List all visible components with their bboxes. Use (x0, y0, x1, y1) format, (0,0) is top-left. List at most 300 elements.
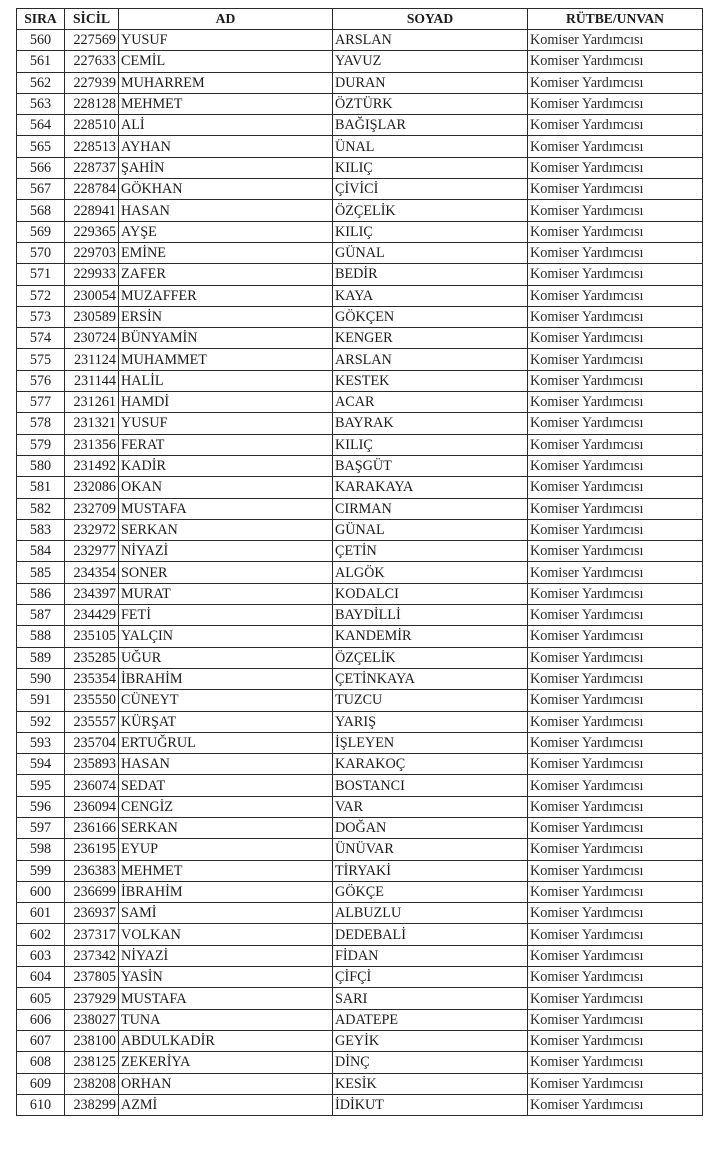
cell-ad: YASİN (119, 967, 333, 988)
cell-sira: 589 (17, 647, 65, 668)
cell-soyad: TUZCU (333, 690, 528, 711)
cell-sira: 572 (17, 285, 65, 306)
cell-rutbe-unvan: Komiser Yardımcısı (528, 349, 703, 370)
cell-sicil: 228941 (65, 200, 119, 221)
cell-sicil: 236074 (65, 775, 119, 796)
cell-ad: MUSTAFA (119, 498, 333, 519)
cell-sira: 608 (17, 1052, 65, 1073)
cell-ad: FERAT (119, 434, 333, 455)
cell-soyad: ÜNAL (333, 136, 528, 157)
cell-rutbe-unvan: Komiser Yardımcısı (528, 51, 703, 72)
cell-soyad: SARI (333, 988, 528, 1009)
cell-sira: 610 (17, 1094, 65, 1115)
cell-soyad: FİDAN (333, 945, 528, 966)
cell-rutbe-unvan: Komiser Yardımcısı (528, 285, 703, 306)
cell-sicil: 232709 (65, 498, 119, 519)
cell-rutbe-unvan: Komiser Yardımcısı (528, 945, 703, 966)
cell-sira: 597 (17, 817, 65, 838)
cell-sicil: 234397 (65, 583, 119, 604)
cell-soyad: VAR (333, 796, 528, 817)
cell-soyad: DEDEBALİ (333, 924, 528, 945)
cell-sicil: 232977 (65, 541, 119, 562)
cell-sicil: 230724 (65, 328, 119, 349)
cell-sira: 579 (17, 434, 65, 455)
cell-ad: OKAN (119, 477, 333, 498)
cell-ad: CÜNEYT (119, 690, 333, 711)
cell-sira: 573 (17, 306, 65, 327)
cell-rutbe-unvan: Komiser Yardımcısı (528, 1052, 703, 1073)
table-row (17, 349, 703, 370)
cell-soyad: YAVUZ (333, 51, 528, 72)
cell-ad: İBRAHİM (119, 881, 333, 902)
table-row (17, 860, 703, 881)
cell-soyad: ÇİFÇİ (333, 967, 528, 988)
cell-ad: HAMDİ (119, 392, 333, 413)
cell-sicil: 231144 (65, 370, 119, 391)
cell-soyad: İDİKUT (333, 1094, 528, 1115)
cell-sicil: 231124 (65, 349, 119, 370)
table-row (17, 562, 703, 583)
table-row (17, 732, 703, 753)
cell-ad: HASAN (119, 754, 333, 775)
cell-sira: 586 (17, 583, 65, 604)
table-row (17, 903, 703, 924)
cell-sira: 590 (17, 668, 65, 689)
cell-sira: 609 (17, 1073, 65, 1094)
cell-soyad: KARAKOÇ (333, 754, 528, 775)
cell-sicil: 231492 (65, 455, 119, 476)
cell-sira: 605 (17, 988, 65, 1009)
cell-sira: 592 (17, 711, 65, 732)
cell-sicil: 231321 (65, 413, 119, 434)
cell-soyad: BAYRAK (333, 413, 528, 434)
cell-soyad: KAYA (333, 285, 528, 306)
table-row (17, 328, 703, 349)
cell-soyad: BAŞGÜT (333, 455, 528, 476)
cell-rutbe-unvan: Komiser Yardımcısı (528, 370, 703, 391)
cell-sira: 561 (17, 51, 65, 72)
table-row (17, 221, 703, 242)
cell-rutbe-unvan: Komiser Yardımcısı (528, 711, 703, 732)
cell-sira: 591 (17, 690, 65, 711)
cell-ad: FETİ (119, 605, 333, 626)
cell-soyad: CIRMAN (333, 498, 528, 519)
cell-soyad: ÇETİN (333, 541, 528, 562)
cell-rutbe-unvan: Komiser Yardımcısı (528, 221, 703, 242)
table-header (17, 9, 703, 30)
cell-sira: 583 (17, 519, 65, 540)
table-row (17, 967, 703, 988)
cell-ad: MUHARREM (119, 72, 333, 93)
cell-soyad: TİRYAKİ (333, 860, 528, 881)
table-row (17, 136, 703, 157)
cell-sicil: 236699 (65, 881, 119, 902)
cell-sira: 570 (17, 242, 65, 263)
cell-sicil: 235105 (65, 626, 119, 647)
cell-sicil: 232972 (65, 519, 119, 540)
cell-rutbe-unvan: Komiser Yardımcısı (528, 647, 703, 668)
cell-soyad: BAYDİLLİ (333, 605, 528, 626)
cell-sicil: 236195 (65, 839, 119, 860)
cell-sira: 595 (17, 775, 65, 796)
cell-ad: YUSUF (119, 30, 333, 51)
table-row (17, 434, 703, 455)
cell-ad: MEHMET (119, 93, 333, 114)
cell-soyad: ÜNÜVAR (333, 839, 528, 860)
table-row (17, 817, 703, 838)
table-row (17, 93, 703, 114)
cell-sicil: 231261 (65, 392, 119, 413)
table-row (17, 242, 703, 263)
cell-soyad: DİNÇ (333, 1052, 528, 1073)
cell-ad: NİYAZİ (119, 945, 333, 966)
table-row (17, 626, 703, 647)
table-row (17, 775, 703, 796)
cell-sicil: 228784 (65, 179, 119, 200)
cell-rutbe-unvan: Komiser Yardımcısı (528, 434, 703, 455)
table-row (17, 711, 703, 732)
cell-ad: SEDAT (119, 775, 333, 796)
cell-rutbe-unvan: Komiser Yardımcısı (528, 115, 703, 136)
cell-soyad: ÖZÇELİK (333, 200, 528, 221)
cell-sicil: 237805 (65, 967, 119, 988)
cell-rutbe-unvan: Komiser Yardımcısı (528, 519, 703, 540)
cell-soyad: DOĞAN (333, 817, 528, 838)
table-row (17, 157, 703, 178)
cell-rutbe-unvan: Komiser Yardımcısı (528, 200, 703, 221)
cell-sicil: 235704 (65, 732, 119, 753)
cell-rutbe-unvan: Komiser Yardımcısı (528, 93, 703, 114)
cell-sicil: 230054 (65, 285, 119, 306)
cell-sicil: 238299 (65, 1094, 119, 1115)
cell-sira: 576 (17, 370, 65, 391)
cell-soyad: ÖZTÜRK (333, 93, 528, 114)
cell-sira: 593 (17, 732, 65, 753)
cell-rutbe-unvan: Komiser Yardımcısı (528, 881, 703, 902)
table-row (17, 881, 703, 902)
cell-sira: 601 (17, 903, 65, 924)
cell-sira: 588 (17, 626, 65, 647)
cell-sira: 575 (17, 349, 65, 370)
cell-rutbe-unvan: Komiser Yardımcısı (528, 817, 703, 838)
cell-sira: 599 (17, 860, 65, 881)
table-row (17, 839, 703, 860)
cell-sicil: 236937 (65, 903, 119, 924)
table-row (17, 115, 703, 136)
cell-rutbe-unvan: Komiser Yardımcısı (528, 541, 703, 562)
cell-rutbe-unvan: Komiser Yardımcısı (528, 562, 703, 583)
cell-ad: SAMİ (119, 903, 333, 924)
cell-rutbe-unvan: Komiser Yardımcısı (528, 583, 703, 604)
cell-ad: AYŞE (119, 221, 333, 242)
cell-sicil: 236383 (65, 860, 119, 881)
cell-soyad: GÖKÇE (333, 881, 528, 902)
cell-rutbe-unvan: Komiser Yardımcısı (528, 1009, 703, 1030)
cell-sicil: 228513 (65, 136, 119, 157)
table-row (17, 583, 703, 604)
cell-rutbe-unvan: Komiser Yardımcısı (528, 924, 703, 945)
cell-soyad: GÜNAL (333, 519, 528, 540)
cell-sira: 569 (17, 221, 65, 242)
cell-sicil: 234354 (65, 562, 119, 583)
table-row (17, 605, 703, 626)
cell-sira: 560 (17, 30, 65, 51)
table-row (17, 455, 703, 476)
cell-soyad: ALBUZLU (333, 903, 528, 924)
cell-sira: 571 (17, 264, 65, 285)
cell-soyad: KILIÇ (333, 221, 528, 242)
cell-ad: ERTUĞRUL (119, 732, 333, 753)
cell-ad: ORHAN (119, 1073, 333, 1094)
cell-rutbe-unvan: Komiser Yardımcısı (528, 30, 703, 51)
cell-sira: 565 (17, 136, 65, 157)
cell-sira: 580 (17, 455, 65, 476)
cell-ad: HASAN (119, 200, 333, 221)
cell-soyad: KANDEMİR (333, 626, 528, 647)
cell-rutbe-unvan: Komiser Yardımcısı (528, 498, 703, 519)
table-row (17, 179, 703, 200)
table-row (17, 72, 703, 93)
table-row (17, 1030, 703, 1051)
cell-soyad: KILIÇ (333, 157, 528, 178)
cell-rutbe-unvan: Komiser Yardımcısı (528, 754, 703, 775)
cell-rutbe-unvan: Komiser Yardımcısı (528, 328, 703, 349)
cell-ad: NİYAZİ (119, 541, 333, 562)
table-row (17, 1094, 703, 1115)
table-row (17, 668, 703, 689)
cell-rutbe-unvan: Komiser Yardımcısı (528, 732, 703, 753)
cell-ad: ZEKERİYA (119, 1052, 333, 1073)
cell-ad: MURAT (119, 583, 333, 604)
cell-sira: 581 (17, 477, 65, 498)
cell-ad: ŞAHİN (119, 157, 333, 178)
cell-ad: MEHMET (119, 860, 333, 881)
cell-sira: 587 (17, 605, 65, 626)
cell-soyad: GÜNAL (333, 242, 528, 263)
cell-sicil: 236094 (65, 796, 119, 817)
table-body (17, 30, 703, 1116)
cell-sira: 602 (17, 924, 65, 945)
cell-ad: İBRAHİM (119, 668, 333, 689)
cell-ad: HALİL (119, 370, 333, 391)
table-row (17, 754, 703, 775)
cell-soyad: ACAR (333, 392, 528, 413)
cell-ad: VOLKAN (119, 924, 333, 945)
cell-rutbe-unvan: Komiser Yardımcısı (528, 988, 703, 1009)
header-row (17, 9, 703, 30)
cell-ad: MUZAFFER (119, 285, 333, 306)
table-row (17, 1052, 703, 1073)
cell-sicil: 227569 (65, 30, 119, 51)
cell-rutbe-unvan: Komiser Yardımcısı (528, 72, 703, 93)
header-soyad: SOYAD (333, 9, 528, 30)
cell-sira: 578 (17, 413, 65, 434)
cell-sira: 563 (17, 93, 65, 114)
cell-ad: CENGİZ (119, 796, 333, 817)
cell-sicil: 227633 (65, 51, 119, 72)
cell-soyad: GÖKÇEN (333, 306, 528, 327)
cell-sicil: 235550 (65, 690, 119, 711)
cell-ad: SERKAN (119, 519, 333, 540)
cell-sira: 600 (17, 881, 65, 902)
header-rutbe-unvan: RÜTBE/UNVAN (528, 9, 703, 30)
cell-rutbe-unvan: Komiser Yardımcısı (528, 626, 703, 647)
table-row (17, 988, 703, 1009)
cell-sicil: 231356 (65, 434, 119, 455)
cell-ad: AZMİ (119, 1094, 333, 1115)
cell-sicil: 228510 (65, 115, 119, 136)
cell-ad: YALÇIN (119, 626, 333, 647)
cell-sicil: 232086 (65, 477, 119, 498)
table-row (17, 370, 703, 391)
cell-sicil: 235893 (65, 754, 119, 775)
cell-sicil: 228128 (65, 93, 119, 114)
cell-soyad: BEDİR (333, 264, 528, 285)
cell-ad: SONER (119, 562, 333, 583)
cell-rutbe-unvan: Komiser Yardımcısı (528, 264, 703, 285)
cell-rutbe-unvan: Komiser Yardımcısı (528, 605, 703, 626)
cell-sira: 604 (17, 967, 65, 988)
cell-sicil: 227939 (65, 72, 119, 93)
cell-soyad: YARIŞ (333, 711, 528, 732)
cell-sicil: 234429 (65, 605, 119, 626)
cell-sira: 568 (17, 200, 65, 221)
cell-sicil: 229365 (65, 221, 119, 242)
cell-soyad: KENGER (333, 328, 528, 349)
cell-soyad: ARSLAN (333, 349, 528, 370)
cell-ad: CEMİL (119, 51, 333, 72)
cell-sira: 585 (17, 562, 65, 583)
cell-soyad: BOSTANCI (333, 775, 528, 796)
cell-soyad: ADATEPE (333, 1009, 528, 1030)
cell-soyad: KODALCI (333, 583, 528, 604)
cell-rutbe-unvan: Komiser Yardımcısı (528, 477, 703, 498)
cell-sira: 603 (17, 945, 65, 966)
cell-sira: 564 (17, 115, 65, 136)
table-row (17, 264, 703, 285)
cell-soyad: ALGÖK (333, 562, 528, 583)
cell-soyad: ÇETİNKAYA (333, 668, 528, 689)
cell-sicil: 229703 (65, 242, 119, 263)
cell-sira: 606 (17, 1009, 65, 1030)
cell-sicil: 237929 (65, 988, 119, 1009)
cell-sicil: 237342 (65, 945, 119, 966)
cell-sira: 596 (17, 796, 65, 817)
cell-ad: TUNA (119, 1009, 333, 1030)
cell-soyad: KESTEK (333, 370, 528, 391)
cell-ad: EYUP (119, 839, 333, 860)
cell-sicil: 235285 (65, 647, 119, 668)
cell-sira: 566 (17, 157, 65, 178)
cell-sicil: 238125 (65, 1052, 119, 1073)
cell-ad: BÜNYAMİN (119, 328, 333, 349)
cell-soyad: GEYİK (333, 1030, 528, 1051)
table-row (17, 690, 703, 711)
cell-soyad: İŞLEYEN (333, 732, 528, 753)
cell-ad: ALİ (119, 115, 333, 136)
cell-rutbe-unvan: Komiser Yardımcısı (528, 1030, 703, 1051)
cell-sicil: 235557 (65, 711, 119, 732)
table-row (17, 30, 703, 51)
table-row (17, 945, 703, 966)
cell-rutbe-unvan: Komiser Yardımcısı (528, 413, 703, 434)
table-row (17, 519, 703, 540)
cell-sira: 584 (17, 541, 65, 562)
table-row (17, 200, 703, 221)
table-row (17, 924, 703, 945)
cell-soyad: BAĞIŞLAR (333, 115, 528, 136)
cell-sicil: 235354 (65, 668, 119, 689)
cell-sira: 567 (17, 179, 65, 200)
cell-ad: MUHAMMET (119, 349, 333, 370)
table-row (17, 796, 703, 817)
table-row (17, 1009, 703, 1030)
cell-ad: EMİNE (119, 242, 333, 263)
cell-rutbe-unvan: Komiser Yardımcısı (528, 392, 703, 413)
cell-sicil: 238027 (65, 1009, 119, 1030)
table-row (17, 647, 703, 668)
cell-rutbe-unvan: Komiser Yardımcısı (528, 455, 703, 476)
cell-sicil: 228737 (65, 157, 119, 178)
table-row (17, 498, 703, 519)
cell-rutbe-unvan: Komiser Yardımcısı (528, 179, 703, 200)
cell-soyad: KARAKAYA (333, 477, 528, 498)
cell-sira: 562 (17, 72, 65, 93)
cell-soyad: ARSLAN (333, 30, 528, 51)
header-sira: SIRA (17, 9, 65, 30)
cell-rutbe-unvan: Komiser Yardımcısı (528, 136, 703, 157)
cell-ad: KADİR (119, 455, 333, 476)
cell-sicil: 237317 (65, 924, 119, 945)
cell-rutbe-unvan: Komiser Yardımcısı (528, 306, 703, 327)
cell-sira: 594 (17, 754, 65, 775)
cell-ad: ABDULKADİR (119, 1030, 333, 1051)
cell-soyad: DURAN (333, 72, 528, 93)
header-ad: AD (119, 9, 333, 30)
table-row (17, 413, 703, 434)
table-row (17, 541, 703, 562)
cell-sira: 598 (17, 839, 65, 860)
cell-sicil: 229933 (65, 264, 119, 285)
cell-soyad: ÖZÇELİK (333, 647, 528, 668)
cell-ad: ZAFER (119, 264, 333, 285)
table-row (17, 51, 703, 72)
cell-ad: KÜRŞAT (119, 711, 333, 732)
cell-rutbe-unvan: Komiser Yardımcısı (528, 668, 703, 689)
cell-soyad: ÇİVİCİ (333, 179, 528, 200)
cell-rutbe-unvan: Komiser Yardımcısı (528, 967, 703, 988)
cell-sicil: 230589 (65, 306, 119, 327)
personnel-table (16, 8, 703, 1116)
cell-sira: 607 (17, 1030, 65, 1051)
cell-sira: 574 (17, 328, 65, 349)
cell-ad: YUSUF (119, 413, 333, 434)
header-sicil: SİCİL (65, 9, 119, 30)
cell-sicil: 238100 (65, 1030, 119, 1051)
cell-ad: UĞUR (119, 647, 333, 668)
cell-ad: SERKAN (119, 817, 333, 838)
cell-rutbe-unvan: Komiser Yardımcısı (528, 690, 703, 711)
cell-soyad: KESİK (333, 1073, 528, 1094)
cell-rutbe-unvan: Komiser Yardımcısı (528, 903, 703, 924)
cell-sicil: 236166 (65, 817, 119, 838)
cell-sicil: 238208 (65, 1073, 119, 1094)
cell-soyad: KILIÇ (333, 434, 528, 455)
table-row (17, 285, 703, 306)
cell-rutbe-unvan: Komiser Yardımcısı (528, 839, 703, 860)
cell-rutbe-unvan: Komiser Yardımcısı (528, 1073, 703, 1094)
cell-ad: MUSTAFA (119, 988, 333, 1009)
